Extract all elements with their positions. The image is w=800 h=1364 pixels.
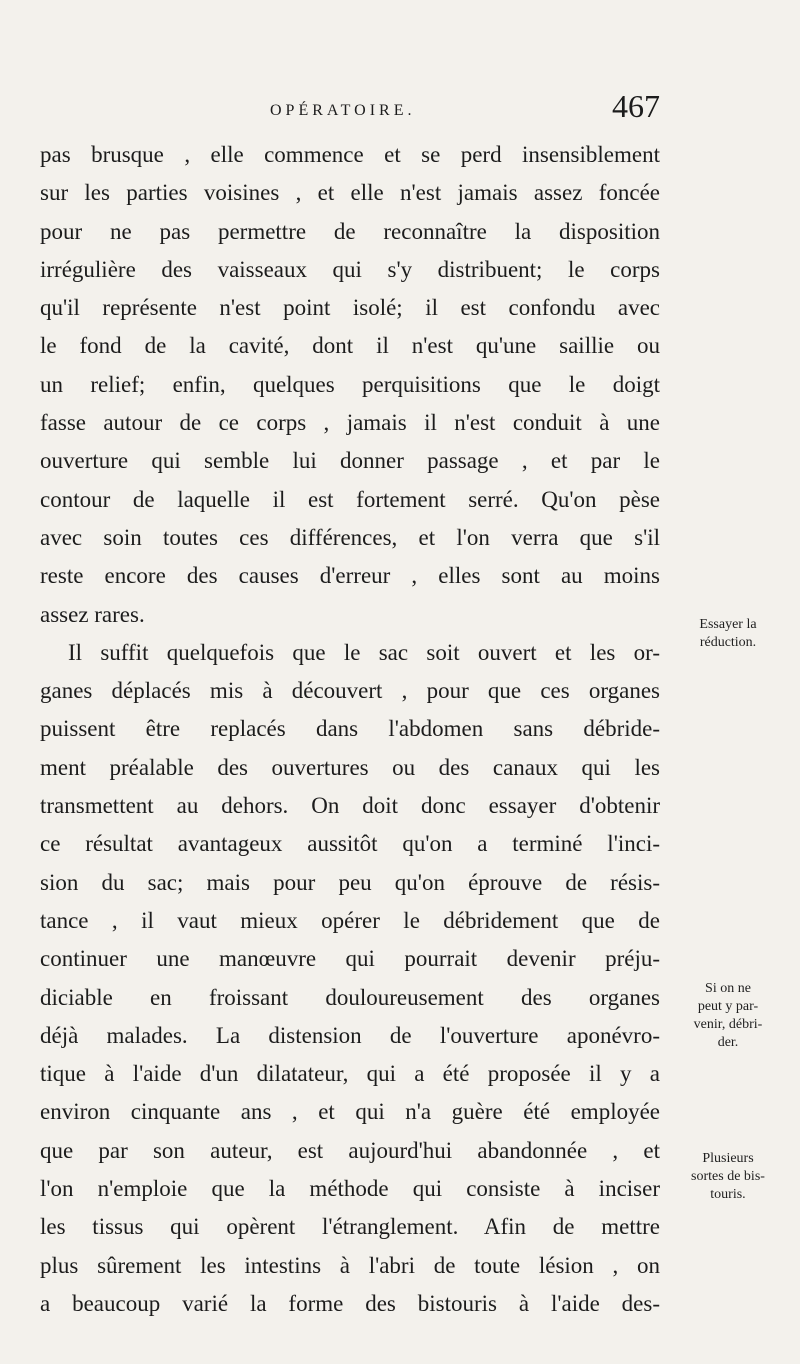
text-line: le fond de la cavité, dont il n'est qu'une saillie ou: [40, 333, 660, 359]
text-line: sion du sac; mais pour peu qu'on éprouve de résis-: [40, 869, 660, 895]
margin-note-line: peut y par-: [697, 999, 759, 1014]
text-line: transmettent au dehors. On doit donc essayer d'obtenir: [40, 793, 660, 819]
margin-note-line: touris.: [710, 1187, 746, 1202]
text-line: pour ne pas permettre de reconnaître la disposition: [40, 218, 660, 244]
text-line: ce résultat avantageux aussitôt qu'on a terminé l'inci-: [40, 831, 660, 857]
text-line: fasse autour de ce corps , jamais il n'est conduit à une: [40, 410, 660, 436]
margin-note-reduction: [660, 616, 796, 652]
text-line: qu'il représente n'est point isolé; il est confondu avec: [40, 295, 660, 321]
page-number: 467: [612, 88, 660, 124]
text-line: ouverture qui semble lui donner passage , et par le: [40, 448, 660, 474]
margin-note-line: der.: [717, 1035, 739, 1050]
running-title: OPÉRATOIRE.: [270, 102, 416, 119]
text-line: assez rares.: [40, 601, 145, 627]
text-line: que par son auteur, est aujourd'hui abandonnée , et: [40, 1137, 660, 1163]
text-line: sur les parties voisines , et elle n'est jamais assez foncée: [40, 180, 660, 206]
margin-note-line: venir, débri-: [693, 1017, 763, 1032]
margin-note-line: sortes de bis-: [691, 1169, 765, 1184]
text-line: pas brusque , elle commence et se perd insensiblement: [40, 142, 660, 167]
text-line: ganes déplacés mis à découvert , pour que ces organes: [40, 678, 660, 704]
text-line: l'on n'emploie que la méthode qui consiste à inciser: [40, 1176, 660, 1202]
text-line: a beaucoup varié la forme des bistouris à l'aide des-: [40, 1290, 660, 1316]
text-line: contour de laquelle il est fortement serré. Qu'on pèse: [40, 486, 660, 512]
margin-note-line: réduction.: [699, 635, 757, 650]
text-line: tique à l'aide d'un dilatateur, qui a été proposée il y a: [40, 1061, 660, 1087]
text-line: plus sûrement les intestins à l'abri de toute lésion , on: [40, 1252, 660, 1278]
body-text: [40, 136, 660, 1323]
text-line: un relief; enfin, quelques perquisitions que le doigt: [40, 371, 660, 397]
text-line: diciable en froissant douloureusement des organes: [40, 984, 660, 1010]
text-line: les tissus qui opèrent l'étranglement. Afin de mettre: [40, 1214, 660, 1240]
running-head: [40, 88, 660, 136]
text-line: ment préalable des ouvertures ou des canaux qui les: [40, 754, 660, 780]
text-line: tance , il vaut mieux opérer le débridement que de: [40, 907, 660, 933]
margin-note-line: Plusieurs: [702, 1151, 754, 1166]
text-line: environ cinquante ans , et qui n'a guère été employée: [40, 1099, 660, 1125]
text-line: Il suffit quelquefois que le sac soit ouvert et les or-: [68, 639, 660, 665]
text-line: avec soin toutes ces différences, et l'on verra que s'il: [40, 524, 660, 550]
margin-note-line: Si on ne: [705, 981, 751, 996]
margin-note-debrider: [660, 980, 796, 1052]
text-line: continuer une manœuvre qui pourrait devenir préju-: [40, 946, 660, 972]
text-line: puissent être replacés dans l'abdomen sans débride-: [40, 716, 660, 742]
text-line: irrégulière des vaisseaux qui s'y distribuent; le corps: [40, 256, 660, 282]
margin-note-bistouris: [660, 1150, 796, 1204]
margin-note-line: Essayer la: [699, 617, 757, 632]
text-line: reste encore des causes d'erreur , elles sont au moins: [40, 563, 660, 589]
text-line: déjà malades. La distension de l'ouverture aponévro-: [40, 1022, 660, 1048]
